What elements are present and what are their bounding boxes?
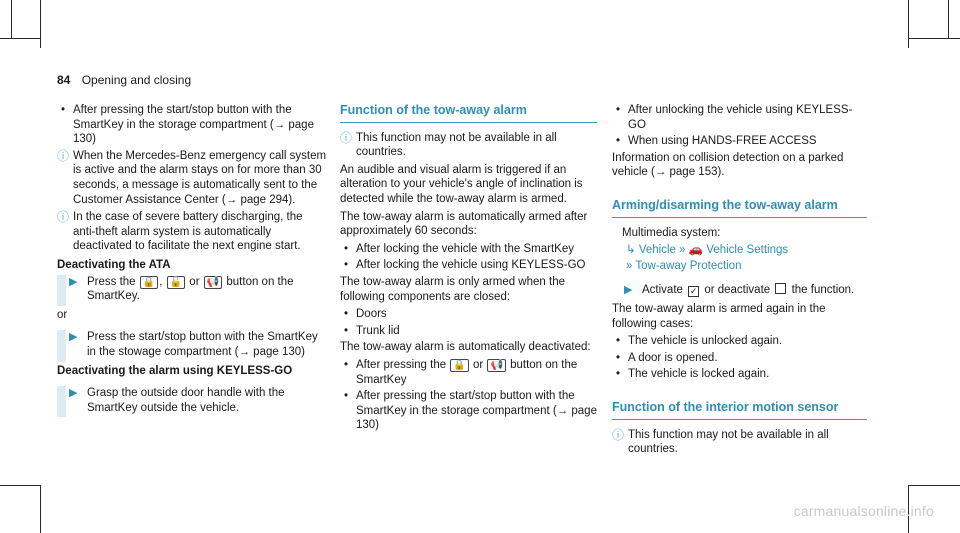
step-text: or xyxy=(189,275,200,288)
step-bar xyxy=(57,386,66,417)
step-text: Press the xyxy=(87,275,136,288)
step-text: or deactivate xyxy=(704,284,771,297)
or-text: or xyxy=(57,308,68,321)
checkbox-checked-icon: ✓ xyxy=(689,286,698,297)
paragraph: Multimedia system: xyxy=(622,226,721,239)
column-3 xyxy=(612,103,867,460)
subheading: Deactivating the ATA xyxy=(57,258,171,271)
note-text: This function may not be available in all countries. xyxy=(628,428,829,456)
paragraph: The tow-away alarm is automatically deactivated: xyxy=(340,341,591,354)
step-bar xyxy=(57,275,66,306)
crop-mark xyxy=(11,0,12,38)
step-text: button on the SmartKey. xyxy=(87,275,294,303)
info-circle-icon: ⓘ xyxy=(612,427,625,442)
lock-key-icon: 🔒 xyxy=(450,359,468,372)
note xyxy=(57,210,327,254)
paragraph: Information on collision detection on a parked vehicle (→ page 153). xyxy=(612,151,844,179)
menu-path-item: Vehicle xyxy=(638,244,676,257)
lock-key-icon: 🔒 xyxy=(140,276,158,289)
triangle-arrow-icon: ▶ xyxy=(69,275,78,288)
note xyxy=(340,131,597,160)
watermark: carmanualsonline.info xyxy=(793,503,934,519)
note xyxy=(612,428,867,457)
section-heading: Arming/disarming the tow-away alarm xyxy=(612,198,867,218)
crop-mark xyxy=(0,485,40,486)
paragraph: The tow-away alarm is only armed when the following components are closed: xyxy=(340,275,565,303)
column-1 xyxy=(57,103,327,419)
crop-mark xyxy=(908,485,960,486)
paragraph: An audible and visual alarm is triggered if an alteration to your vehicle's angle of inclination is detected while the tow-away alarm is armed. xyxy=(340,163,583,205)
list-item: • When using HANDS-FREE ACCESS xyxy=(612,134,867,149)
chevron-right-icon: » xyxy=(679,244,686,257)
instruction-step xyxy=(612,283,867,298)
page-section-title: Opening and closing xyxy=(81,73,192,87)
instruction-step xyxy=(57,386,327,415)
info-circle-icon: ⓘ xyxy=(340,130,353,145)
menu-path xyxy=(612,259,867,274)
unlock-key-icon: 🔓 xyxy=(167,276,185,289)
checkbox-unchecked-icon xyxy=(775,283,786,294)
chevron-right-icon: » xyxy=(626,259,633,272)
menu-path-item: Vehicle Settings xyxy=(706,244,789,257)
list-item: • After pressing the start/stop button with the SmartKey in the storage compartment (→ page 130) xyxy=(57,103,327,147)
list-item: • The vehicle is unlocked again. xyxy=(612,334,867,349)
step-text: , xyxy=(159,275,163,288)
step-text: Grasp the outside door handle with the SmartKey outside the vehicle. xyxy=(87,387,285,414)
instruction-step xyxy=(57,330,327,359)
triangle-arrow-icon: ▶ xyxy=(624,284,633,297)
list-item: • After unlocking the vehicle using KEYLESS-GO xyxy=(612,103,867,132)
subheading: Deactivating the alarm using KEYLESS-GO xyxy=(57,364,293,377)
list-item: • The vehicle is locked again. xyxy=(612,367,867,382)
column-2 xyxy=(340,103,597,435)
info-circle-icon: ⓘ xyxy=(57,148,70,163)
step-text: Press the start/stop button with the SmartKey in the stowage compartment (→ page 130) xyxy=(87,331,318,358)
note-text: When the Mercedes-Benz emergency call system is active and the alarm stays on for more than 30 seconds, a message is automatically sent to the Customer Assistance Center (→ page 294). xyxy=(73,149,327,206)
menu-path-item: Tow-away Protection xyxy=(635,259,742,272)
list-item: • After locking the vehicle using KEYLESS-GO xyxy=(340,258,597,273)
crop-mark xyxy=(40,485,41,533)
page-number: 84 xyxy=(57,73,71,87)
step-text: the function. xyxy=(791,284,855,297)
car-settings-icon: 🚗 xyxy=(688,244,704,257)
list-item: • Doors xyxy=(340,307,597,322)
crop-mark xyxy=(0,38,40,39)
paragraph: The tow-away alarm is automatically armed after approximately 60 seconds: xyxy=(340,210,588,238)
section-heading: Function of the tow-away alarm xyxy=(340,103,597,123)
list-item-text: After pressing the xyxy=(356,358,447,371)
crop-mark xyxy=(908,38,960,39)
list-item: • A door is opened. xyxy=(612,351,867,366)
crop-mark xyxy=(40,0,41,48)
step-text: Activate xyxy=(642,284,683,297)
triangle-arrow-icon: ▶ xyxy=(69,331,78,344)
section-heading: Function of the interior motion sensor xyxy=(612,400,867,420)
list-item-text: button on the SmartKey xyxy=(356,358,578,386)
instruction-step xyxy=(57,275,327,304)
info-circle-icon: ⓘ xyxy=(57,210,70,225)
panic-alarm-key-icon: 📢 xyxy=(487,359,505,372)
list-item: • After pressing the start/stop button with the SmartKey in the storage compartment (→ page 130) xyxy=(340,389,597,433)
menu-path xyxy=(612,243,867,258)
crop-mark xyxy=(908,0,909,48)
list-item xyxy=(340,358,597,387)
panic-alarm-key-icon: 📢 xyxy=(204,276,222,289)
crop-mark xyxy=(948,0,949,38)
list-item: • After locking the vehicle with the SmartKey xyxy=(340,242,597,257)
list-item: • Trunk lid xyxy=(340,324,597,339)
note-text: In the case of severe battery discharging, the anti-theft alarm system is automatically deactivated to facilitate the next engine start. xyxy=(73,211,303,253)
return-arrow-icon: ↳ xyxy=(626,244,636,257)
note xyxy=(57,149,327,207)
note-text: This function may not be available in all countries. xyxy=(356,131,557,159)
triangle-arrow-icon: ▶ xyxy=(69,387,78,400)
step-bar xyxy=(57,330,66,361)
paragraph: The tow-away alarm is armed again in the following cases: xyxy=(612,302,826,330)
page-header xyxy=(57,73,191,88)
list-item-text: or xyxy=(473,358,484,371)
